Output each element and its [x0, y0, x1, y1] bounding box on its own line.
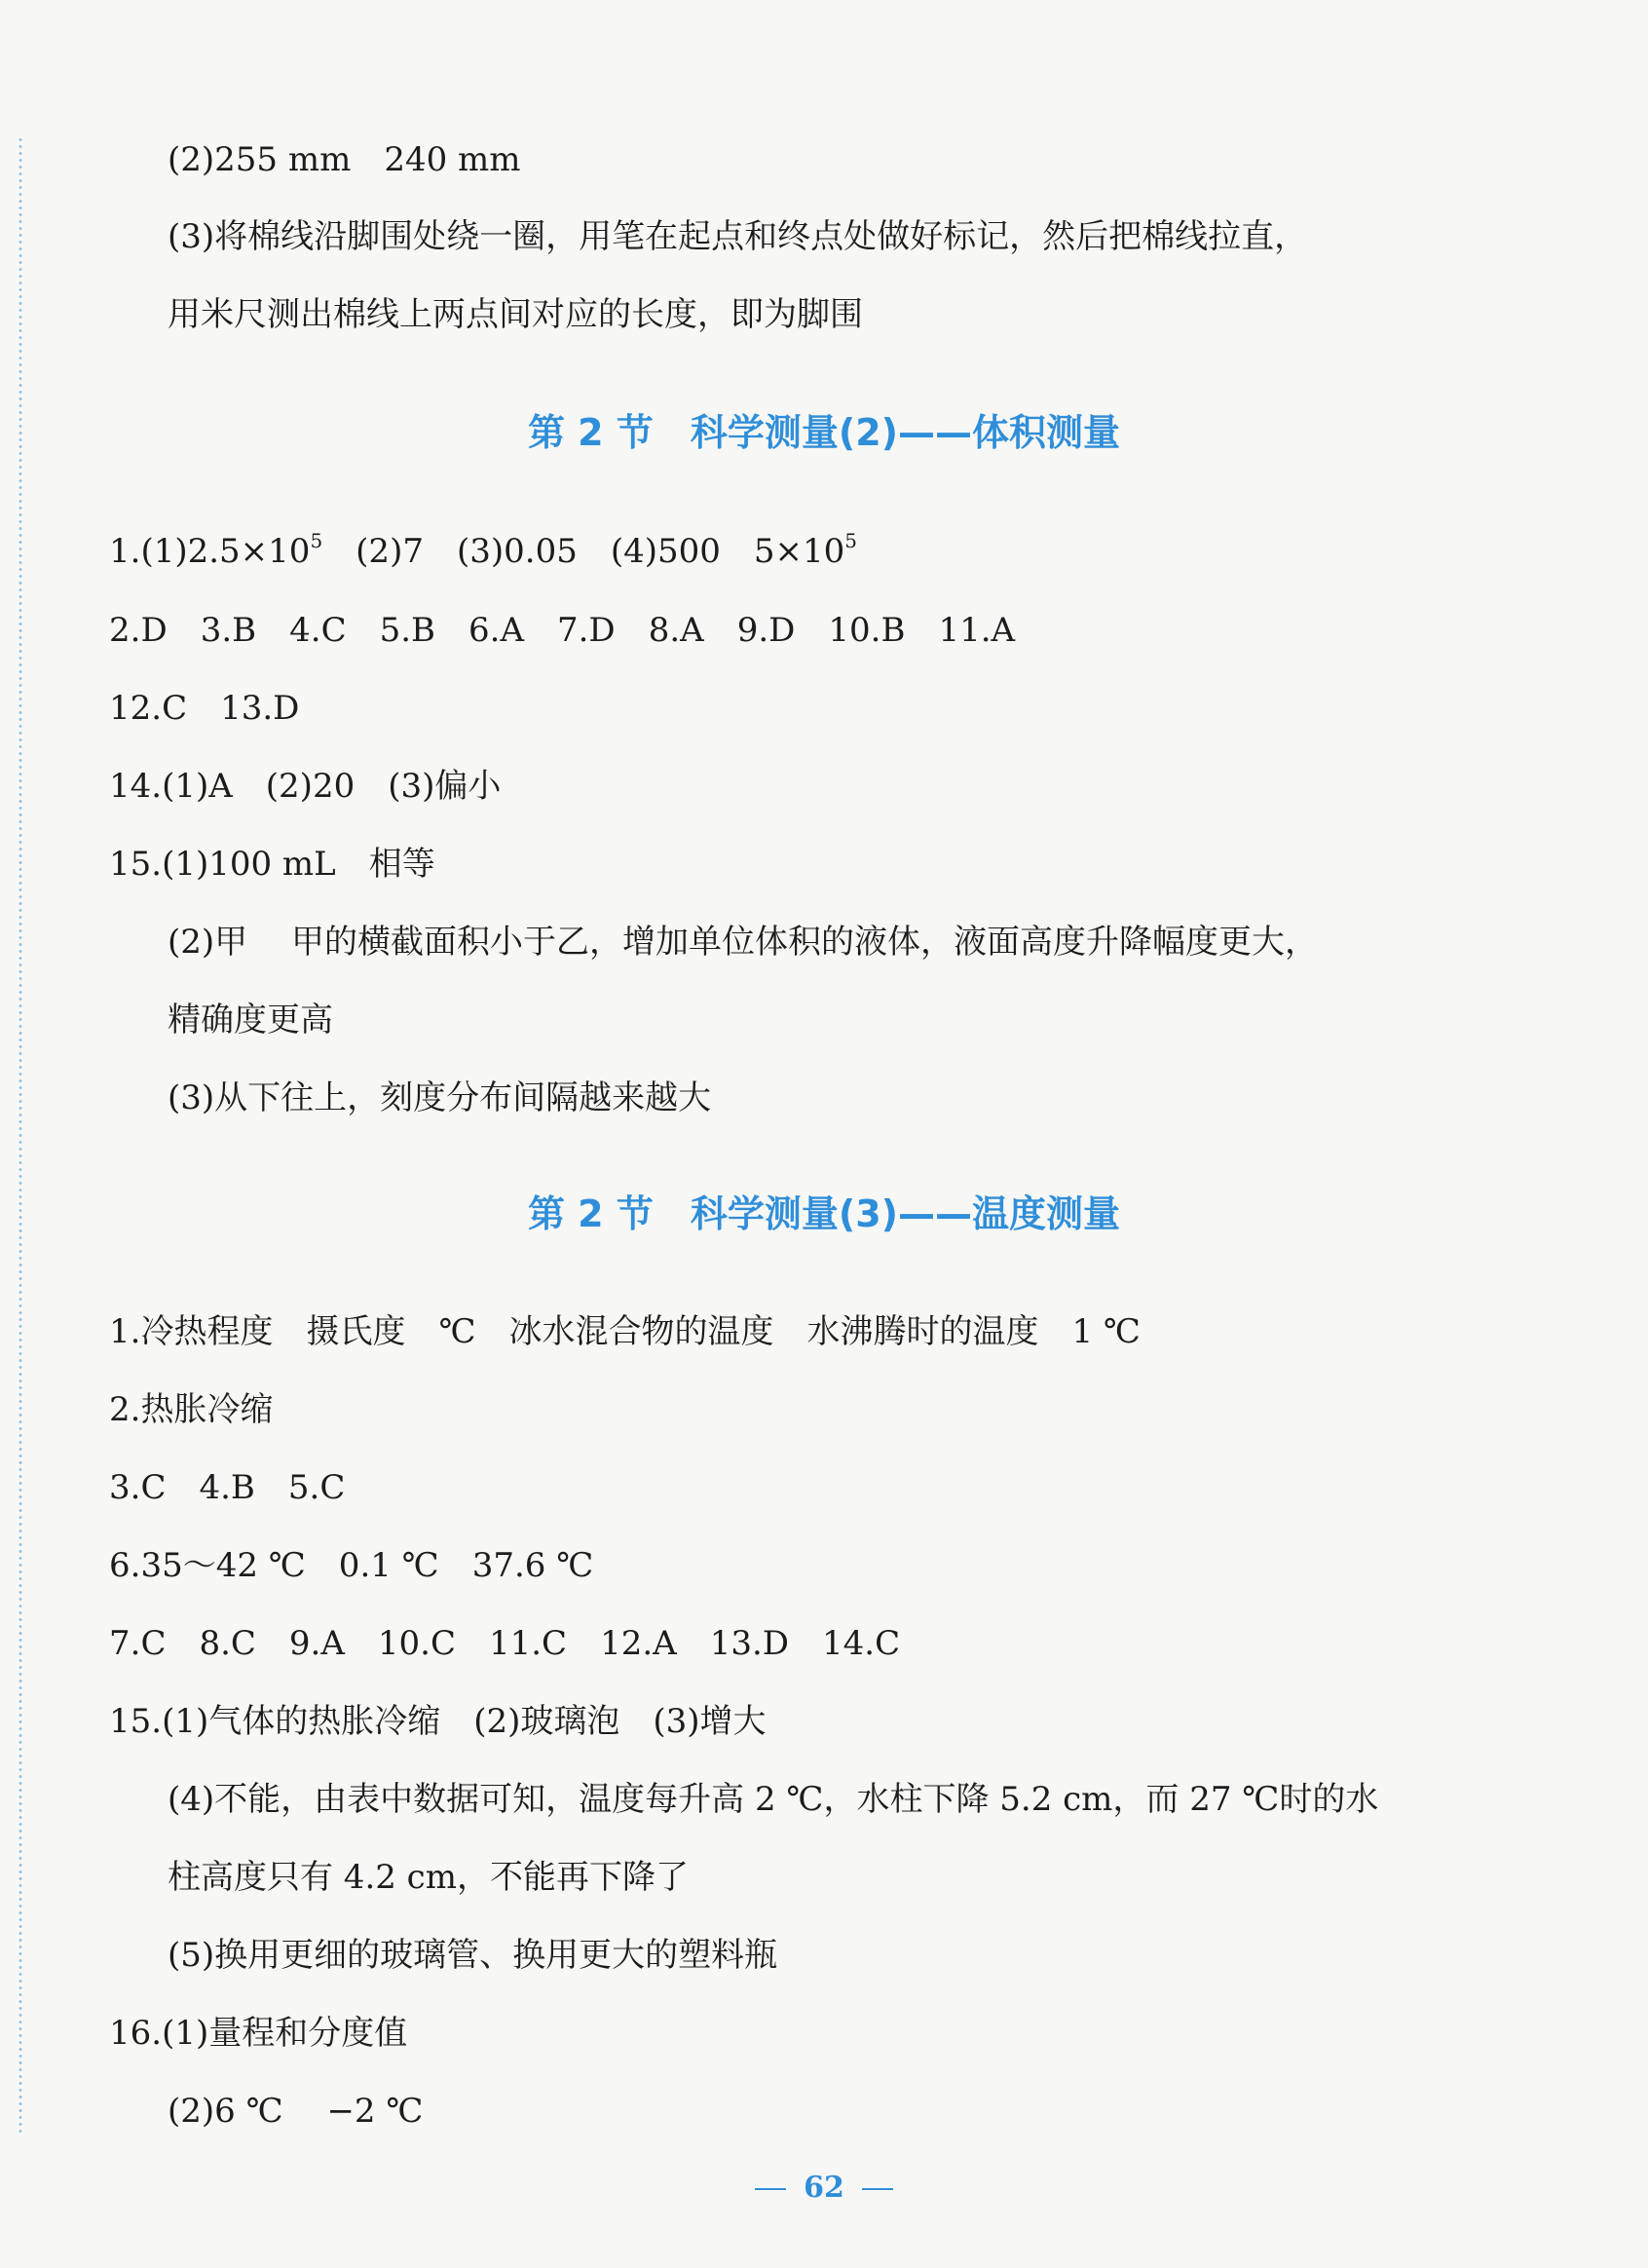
answer-text: 1.(1)2.5×10 — [109, 532, 311, 571]
answer-line: 1.冷热程度 摄氏度 ℃ 冰水混合物的温度 水沸腾时的温度 1 ℃ — [109, 1312, 1141, 1351]
answer-line: 6.35～42 ℃ 0.1 ℃ 37.6 ℃ — [109, 1546, 594, 1585]
answer-line: 精确度更高 — [168, 1001, 333, 1040]
page-number-dash — [862, 2188, 893, 2190]
answer-line: 2.热胀冷缩 — [109, 1390, 274, 1429]
answer-line: 2.D 3.B 4.C 5.B 6.A 7.D 8.A 9.D 10.B 11.A — [109, 611, 1016, 650]
answer-line — [109, 531, 857, 572]
answer-line: (2)甲 甲的横截面积小于乙，增加单位体积的液体，液面高度升降幅度更大， — [168, 923, 1318, 962]
page-number — [0, 2169, 1648, 2208]
exponent: 5 — [844, 529, 858, 552]
page-number-dash — [755, 2188, 786, 2190]
answer-line: (2)6 ℃ −2 ℃ — [168, 2092, 424, 2131]
answer-line: (3)将棉线沿脚围处绕一圈，用笔在起点和终点处做好标记，然后把棉线拉直， — [168, 217, 1308, 256]
answer-line: 12.C 13.D — [109, 689, 300, 728]
answer-line: 15.(1)100 mL 相等 — [109, 845, 435, 884]
answer-line: 16.(1)量程和分度值 — [109, 2014, 408, 2053]
answer-line: 14.(1)A (2)20 (3)偏小 — [109, 767, 502, 806]
answer-line: 7.C 8.C 9.A 10.C 11.C 12.A 13.D 14.C — [109, 1624, 901, 1663]
answer-line: 15.(1)气体的热胀冷缩 (2)玻璃泡 (3)增大 — [109, 1702, 767, 1741]
exponent: 5 — [310, 529, 323, 552]
answer-line: 用米尺测出棉线上两点间对应的长度，即为脚围 — [168, 295, 863, 334]
answer-line: 3.C 4.B 5.C — [109, 1468, 346, 1507]
section-title: 第 2 节 科学测量(3)——温度测量 — [527, 1192, 1121, 1235]
answer-line: 柱高度只有 4.2 cm，不能再下降了 — [168, 1858, 689, 1897]
answer-text: (2)7 (3)0.05 (4)500 5×10 — [322, 532, 845, 571]
answer-line: (5)换用更细的玻璃管、换用更大的塑料瓶 — [168, 1936, 778, 1975]
answer-line: (2)255 mm 240 mm — [168, 140, 521, 179]
section-title: 第 2 节 科学测量(2)——体积测量 — [527, 411, 1121, 454]
answer-line: (3)从下往上，刻度分布间隔越来越大 — [168, 1078, 712, 1117]
page-number-text: 62 — [804, 2171, 844, 2205]
answer-line: (4)不能，由表中数据可知，温度每升高 2 ℃，水柱下降 5.2 cm，而 27 ℃时的水 — [168, 1780, 1379, 1819]
